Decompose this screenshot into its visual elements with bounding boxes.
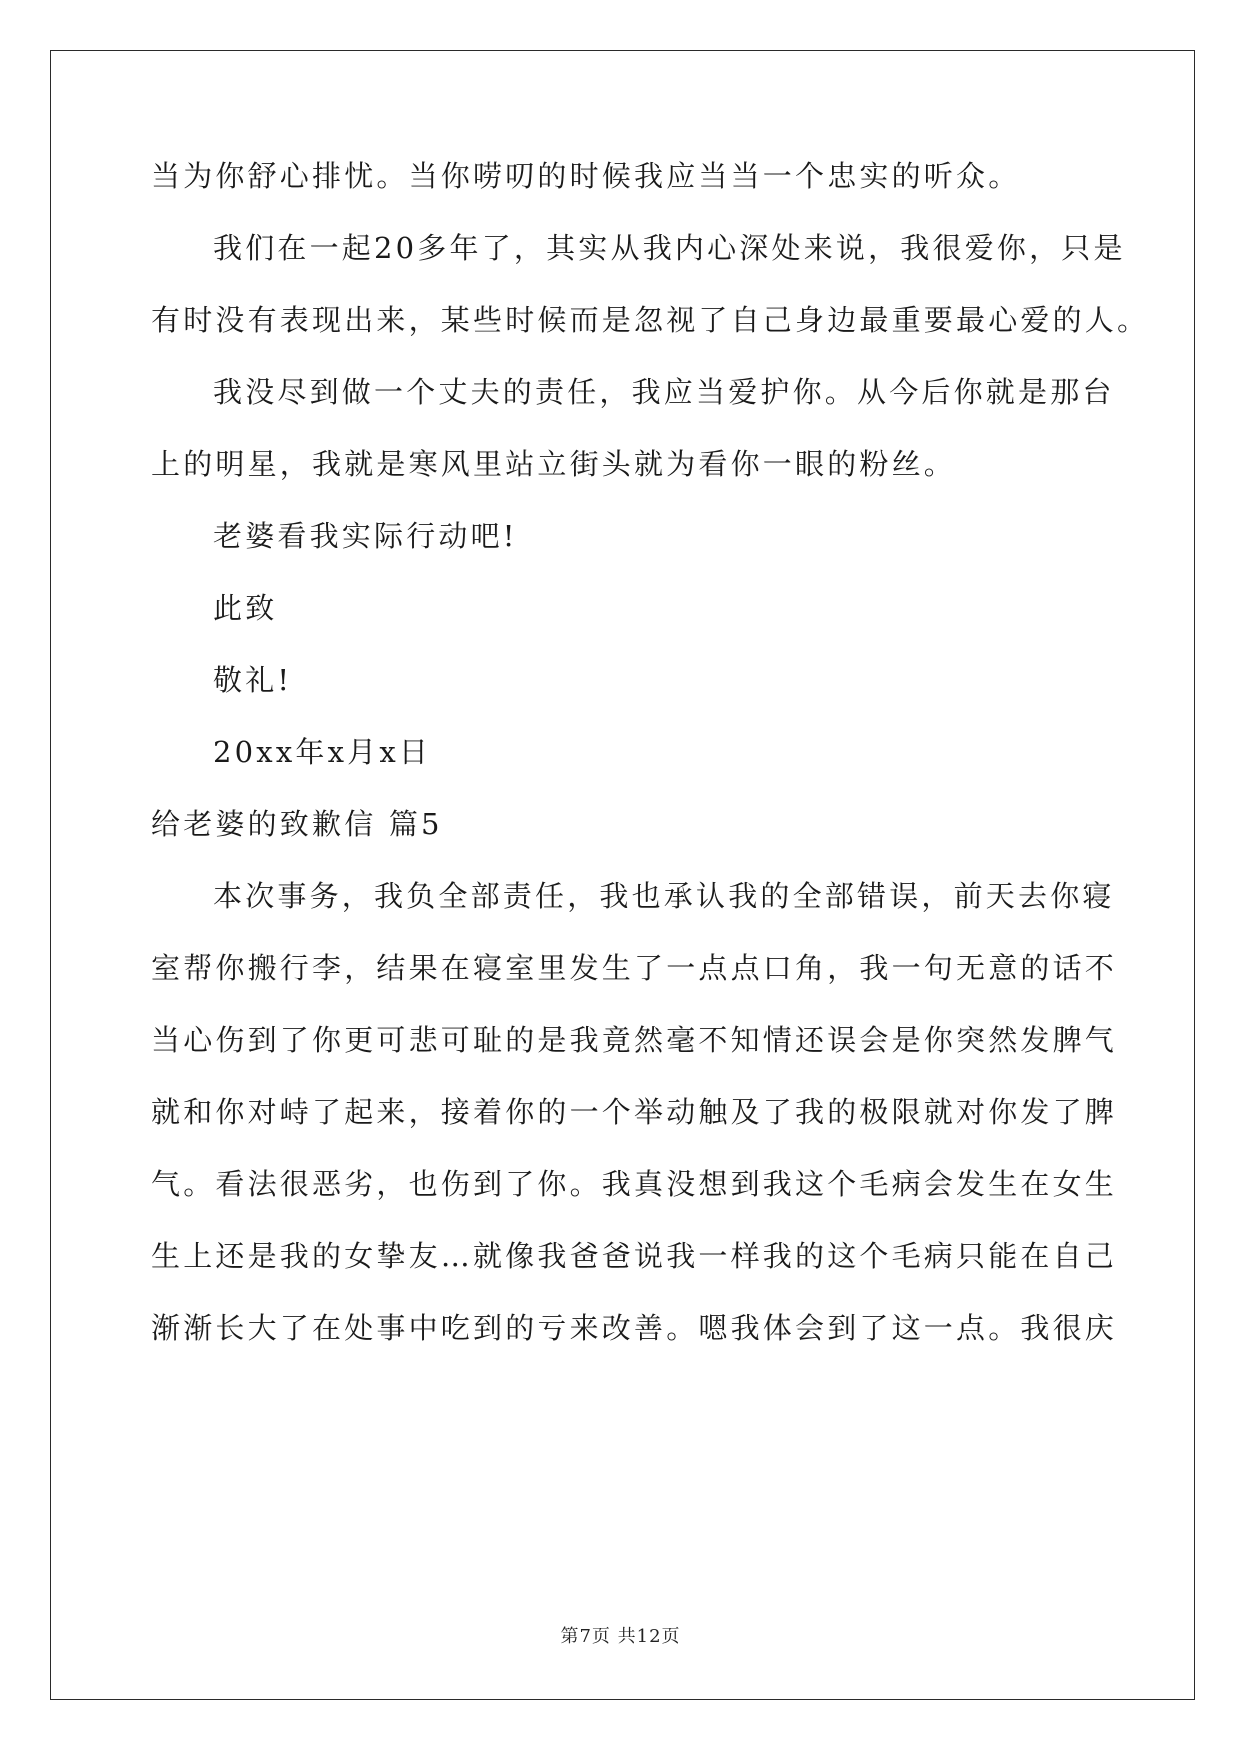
paragraph-line: 老婆看我实际行动吧! (213, 519, 518, 553)
paragraph-line: 上的明星，我就是寒风里站立街头就为看你一眼的粉丝。 (151, 447, 957, 481)
paragraph-line: 我们在一起20多年了，其实从我内心深处来说，我很爱你，只是 (213, 231, 1126, 265)
paragraph-line: 当心伤到了你更可悲可耻的是我竟然毫不知情还误会是你突然发脾气 (151, 1023, 1118, 1057)
paragraph-line: 我没尽到做一个丈夫的责任，我应当爱护你。从今后你就是那台 (213, 375, 1115, 409)
paragraph-line: 气。看法很恶劣，也伤到了你。我真没想到我这个毛病会发生在女生 (151, 1167, 1118, 1201)
paragraph-line: 就和你对峙了起来，接着你的一个举动触及了我的极限就对你发了脾 (151, 1095, 1118, 1129)
paragraph-line: 生上还是我的女挚友…就像我爸爸说我一样我的这个毛病只能在自己 (151, 1239, 1118, 1273)
page-number: 第7页 共12页 (560, 1626, 681, 1647)
page-border (50, 50, 1195, 1700)
letter-date: 20xx年x月x日 (213, 735, 432, 769)
paragraph-line: 本次事务，我负全部责任，我也承认我的全部错误，前天去你寝 (213, 879, 1115, 913)
section-heading: 给老婆的致歉信 篇5 (151, 807, 443, 841)
paragraph-line: 当为你舒心排忧。当你唠叨的时候我应当当一个忠实的听众。 (151, 159, 1021, 193)
closing-regards: 敬礼! (213, 663, 293, 697)
paragraph-line: 室帮你搬行李，结果在寝室里发生了一点点口角，我一句无意的话不 (151, 951, 1118, 985)
paragraph-line: 渐渐长大了在处事中吃到的亏来改善。嗯我体会到了这一点。我很庆 (151, 1311, 1118, 1345)
closing-salutation: 此致 (213, 591, 278, 625)
paragraph-line: 有时没有表现出来，某些时候而是忽视了自己身边最重要最心爱的人。 (151, 303, 1150, 337)
